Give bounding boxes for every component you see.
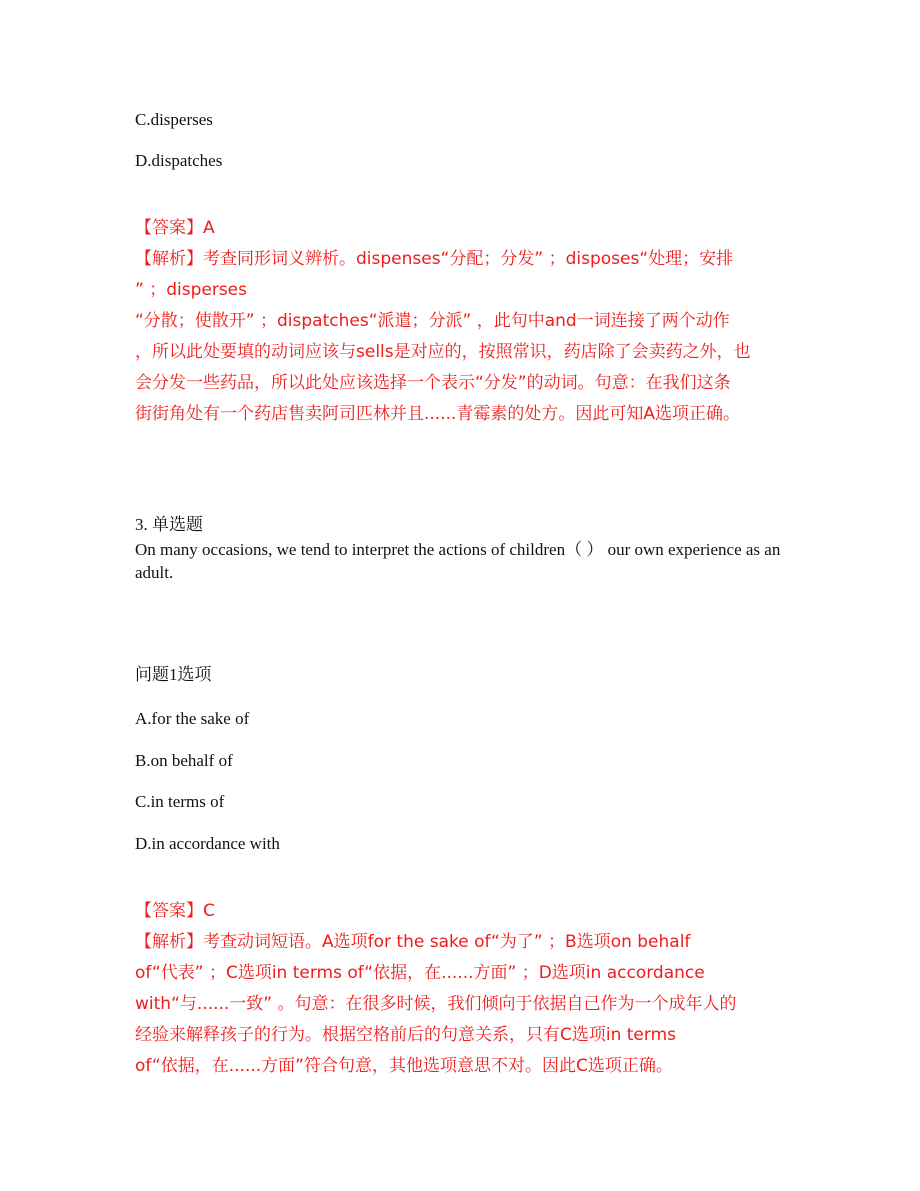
- q2-analysis-line-2: ” ；disperses: [135, 280, 247, 300]
- q3-option-c: C.in terms of: [135, 792, 225, 811]
- q2-answer: 【答案】A: [135, 218, 215, 238]
- q3-question: On many occasions, we tend to interpret the actions of children（ ） our own experience as an adult.: [135, 540, 781, 582]
- q2-option-c: C.disperses: [135, 110, 213, 129]
- q2-analysis-line-5: 会分发一些药品，所以此处应该选择一个表示“分发”的动词。句意：在我们这条: [135, 373, 731, 393]
- q3-option-d: D.in accordance with: [135, 834, 280, 853]
- q3-options-label: 问题1选项: [135, 665, 212, 684]
- q3-analysis-line-4: 经验来解释孩子的行为。根据空格前后的句意关系，只有C选项in terms: [135, 1025, 677, 1045]
- q3-answer: 【答案】C: [135, 901, 215, 921]
- q3-analysis-line-1: 【解析】考查动词短语。A选项for the sake of“为了” ；B选项on behalf: [135, 932, 691, 952]
- q2-analysis-line-3: “分散；使散开” ；dispatches“派遣；分派” ，此句中and一词连接了两个动作: [135, 311, 730, 331]
- q2-option-d: D.dispatches: [135, 151, 223, 170]
- q3-header: 3. 单选题: [135, 515, 203, 534]
- q3-option-a: A.for the sake of: [135, 709, 250, 728]
- q2-analysis-line-1: 【解析】考查同形词义辨析。dispenses“分配；分发” ；disposes“处理；安排: [135, 249, 734, 269]
- q3-analysis-line-2: of“代表” ；C选项in terms of“依据，在......方面” ；D选项in accordance: [135, 963, 705, 983]
- q3-analysis-line-5: of“依据，在......方面”符合句意，其他选项意思不对。因此C选项正确。: [135, 1056, 673, 1076]
- q2-analysis-line-4: ，所以此处要填的动词应该与sells是对应的，按照常识，药店除了会卖药之外，也: [135, 342, 751, 362]
- q3-analysis-line-3: with“与......一致” 。句意：在很多时候，我们倾向于依据自己作为一个成年人的: [135, 994, 737, 1014]
- q2-analysis-line-6: 街街角处有一个药店售卖阿司匹林并且......青霉素的处方。因此可知A选项正确。: [135, 404, 741, 424]
- q3-option-b: B.on behalf of: [135, 751, 233, 770]
